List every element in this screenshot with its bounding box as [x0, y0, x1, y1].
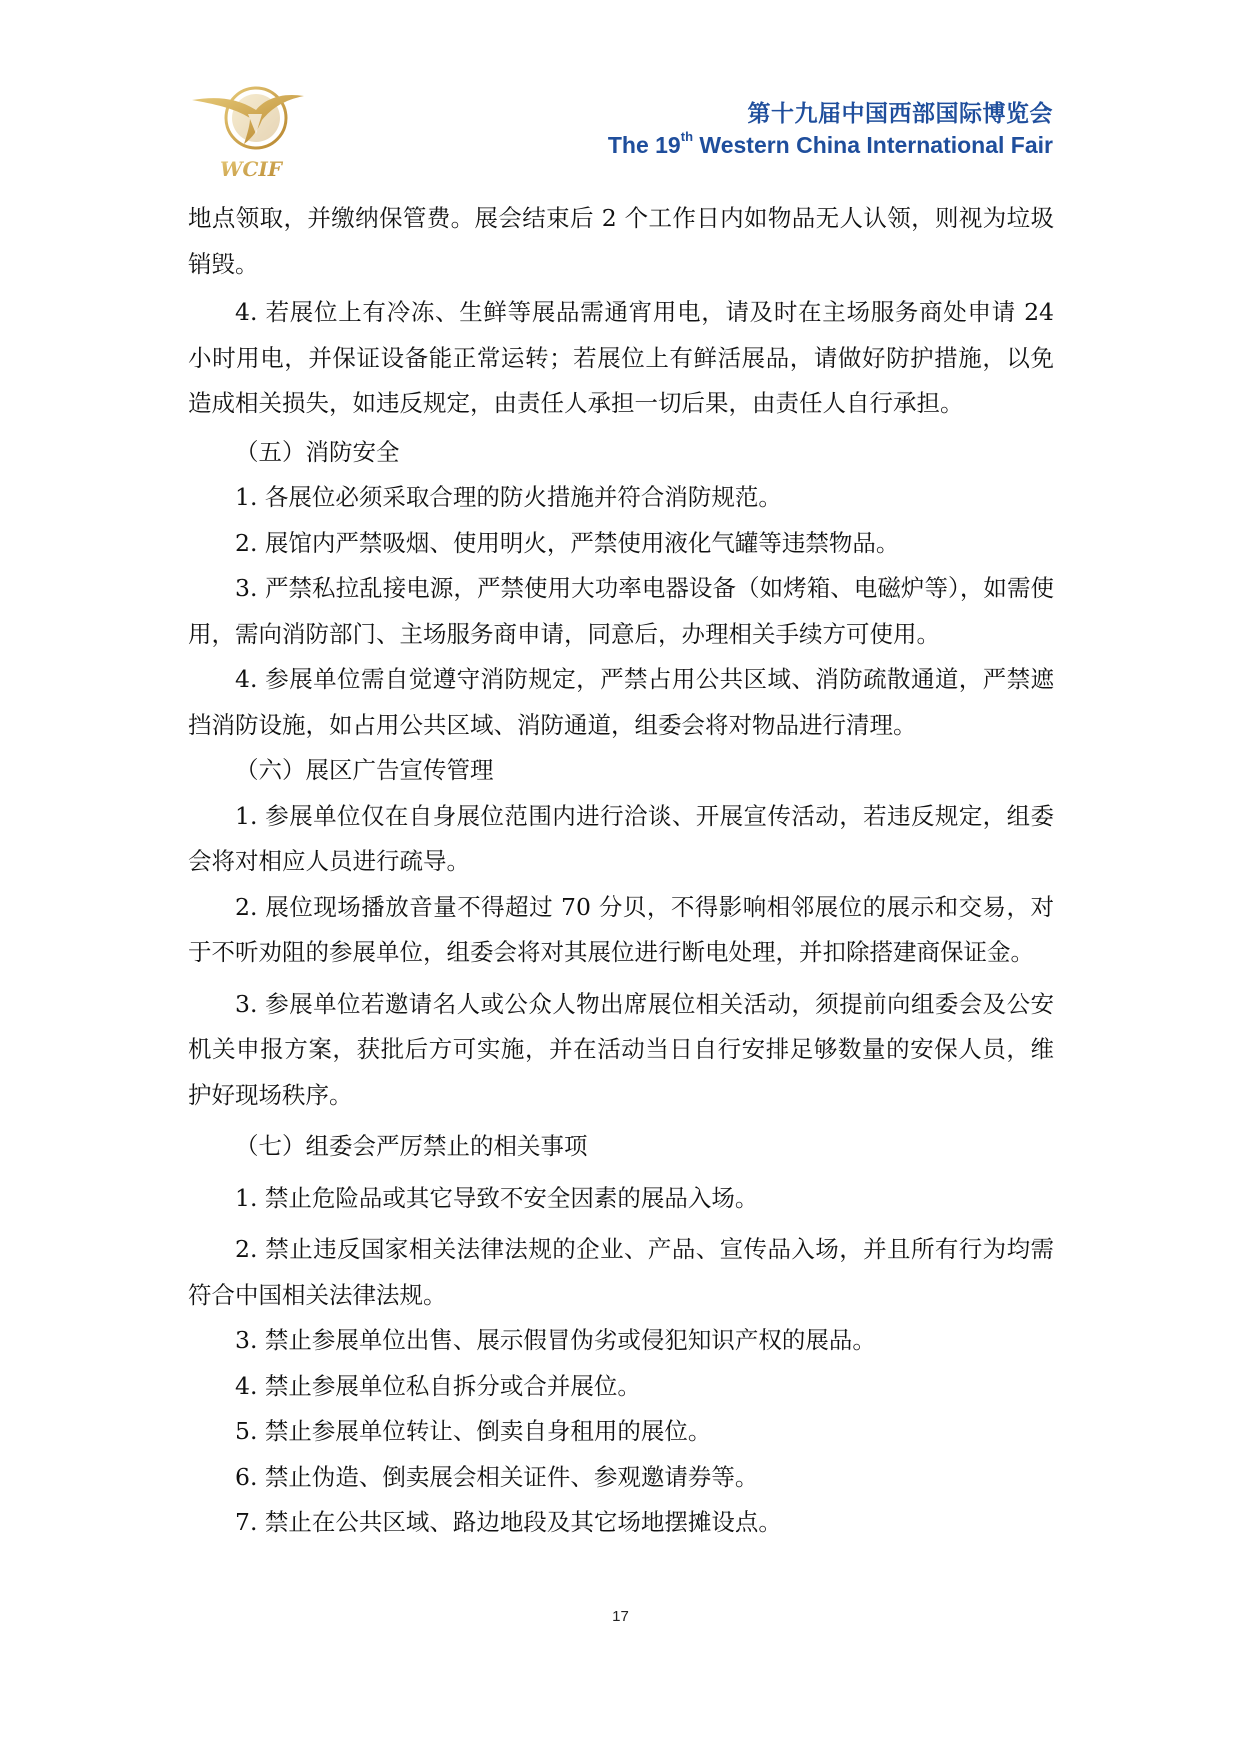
page-number: 17: [612, 1608, 629, 1625]
svg-text:WCIF: WCIF: [220, 157, 282, 181]
prohibited-item-2: 2. 禁止违反国家相关法律法规的企业、产品、宣传品入场，并且所有行为均需符合中国相关法律法规。: [188, 1235, 1054, 1309]
header-title-chinese: 第十九届中国西部国际博览会: [747, 101, 1053, 127]
ad-item-3: 3. 参展单位若邀请名人或公众人物出席展位相关活动，须提前向组委会及公安机关申报方案，获批后方可实施，并在活动当日自行安排足够数量的安保人员，维护好现场秩序。: [188, 989, 1054, 1109]
paragraph-item-4-electricity: 4. 若展位上有冷冻、生鲜等展品需通宵用电，请及时在主场服务商处申请 24 小时用电，并保证设备能正常运转；若展位上有鲜活展品，请做好防护措施，以免造成相关损失，如违反规定，由责任人承担一切后果，由责任人自行承担。: [188, 298, 1054, 417]
section-heading-prohibited: （七）组委会严厉禁止的相关事项: [235, 1132, 588, 1160]
prohibited-item-6: 6. 禁止伪造、倒卖展会相关证件、参观邀请券等。: [235, 1462, 759, 1491]
ad-item-2: 2. 展位现场播放音量不得超过 70 分贝，不得影响相邻展位的展示和交易，对于不听劝阻的参展单位，组委会将对其展位进行断电处理，并扣除搭建商保证金。: [188, 892, 1054, 966]
prohibited-item-1: 1. 禁止危险品或其它导致不安全因素的展品入场。: [235, 1183, 759, 1212]
prohibited-item-7: 7. 禁止在公共区域、路边地段及其它场地摆摊设点。: [235, 1508, 782, 1536]
fire-item-4: 4. 参展单位需自觉遵守消防规定，严禁占用公共区域、消防疏散通道，严禁遮挡消防设施，如占用公共区域、消防通道，组委会将对物品进行清理。: [188, 665, 1054, 739]
fire-item-2: 2. 展馆内严禁吸烟、使用明火，严禁使用液化气罐等违禁物品。: [235, 528, 900, 557]
prohibited-item-3: 3. 禁止参展单位出售、展示假冒伪劣或侵犯知识产权的展品。: [235, 1326, 876, 1354]
prohibited-item-5: 5. 禁止参展单位转让、倒卖自身租用的展位。: [235, 1417, 712, 1445]
page-header: [0, 0, 1241, 190]
section-heading-advertising: （六）展区广告宣传管理: [235, 756, 494, 784]
fire-item-3: 3. 严禁私拉乱接电源，严禁使用大功率电器设备（如烤箱、电磁炉等），如需使用，需向消防部门、主场服务商申请，同意后，办理相关手续方可使用。: [188, 574, 1054, 648]
prohibited-item-4: 4. 禁止参展单位私自拆分或合并展位。: [235, 1371, 641, 1400]
wcif-crane-logo-icon: [192, 78, 310, 182]
header-title-english: The 19th Western China International Fair: [607, 129, 1053, 158]
section-heading-fire-safety: （五）消防安全: [235, 437, 400, 466]
ad-item-1: 1. 参展单位仅在自身展位范围内进行洽谈、开展宣传活动，若违反规定，组委会将对相应人员进行疏导。: [188, 801, 1054, 875]
fire-item-1: 1. 各展位必须采取合理的防火措施并符合消防规范。: [235, 483, 782, 511]
document-body: [188, 196, 1054, 1546]
paragraph-continuation: 地点领取，并缴纳保管费。展会结束后 2 个工作日内如物品无人认领，则视为垃圾销毁。: [188, 204, 1054, 278]
